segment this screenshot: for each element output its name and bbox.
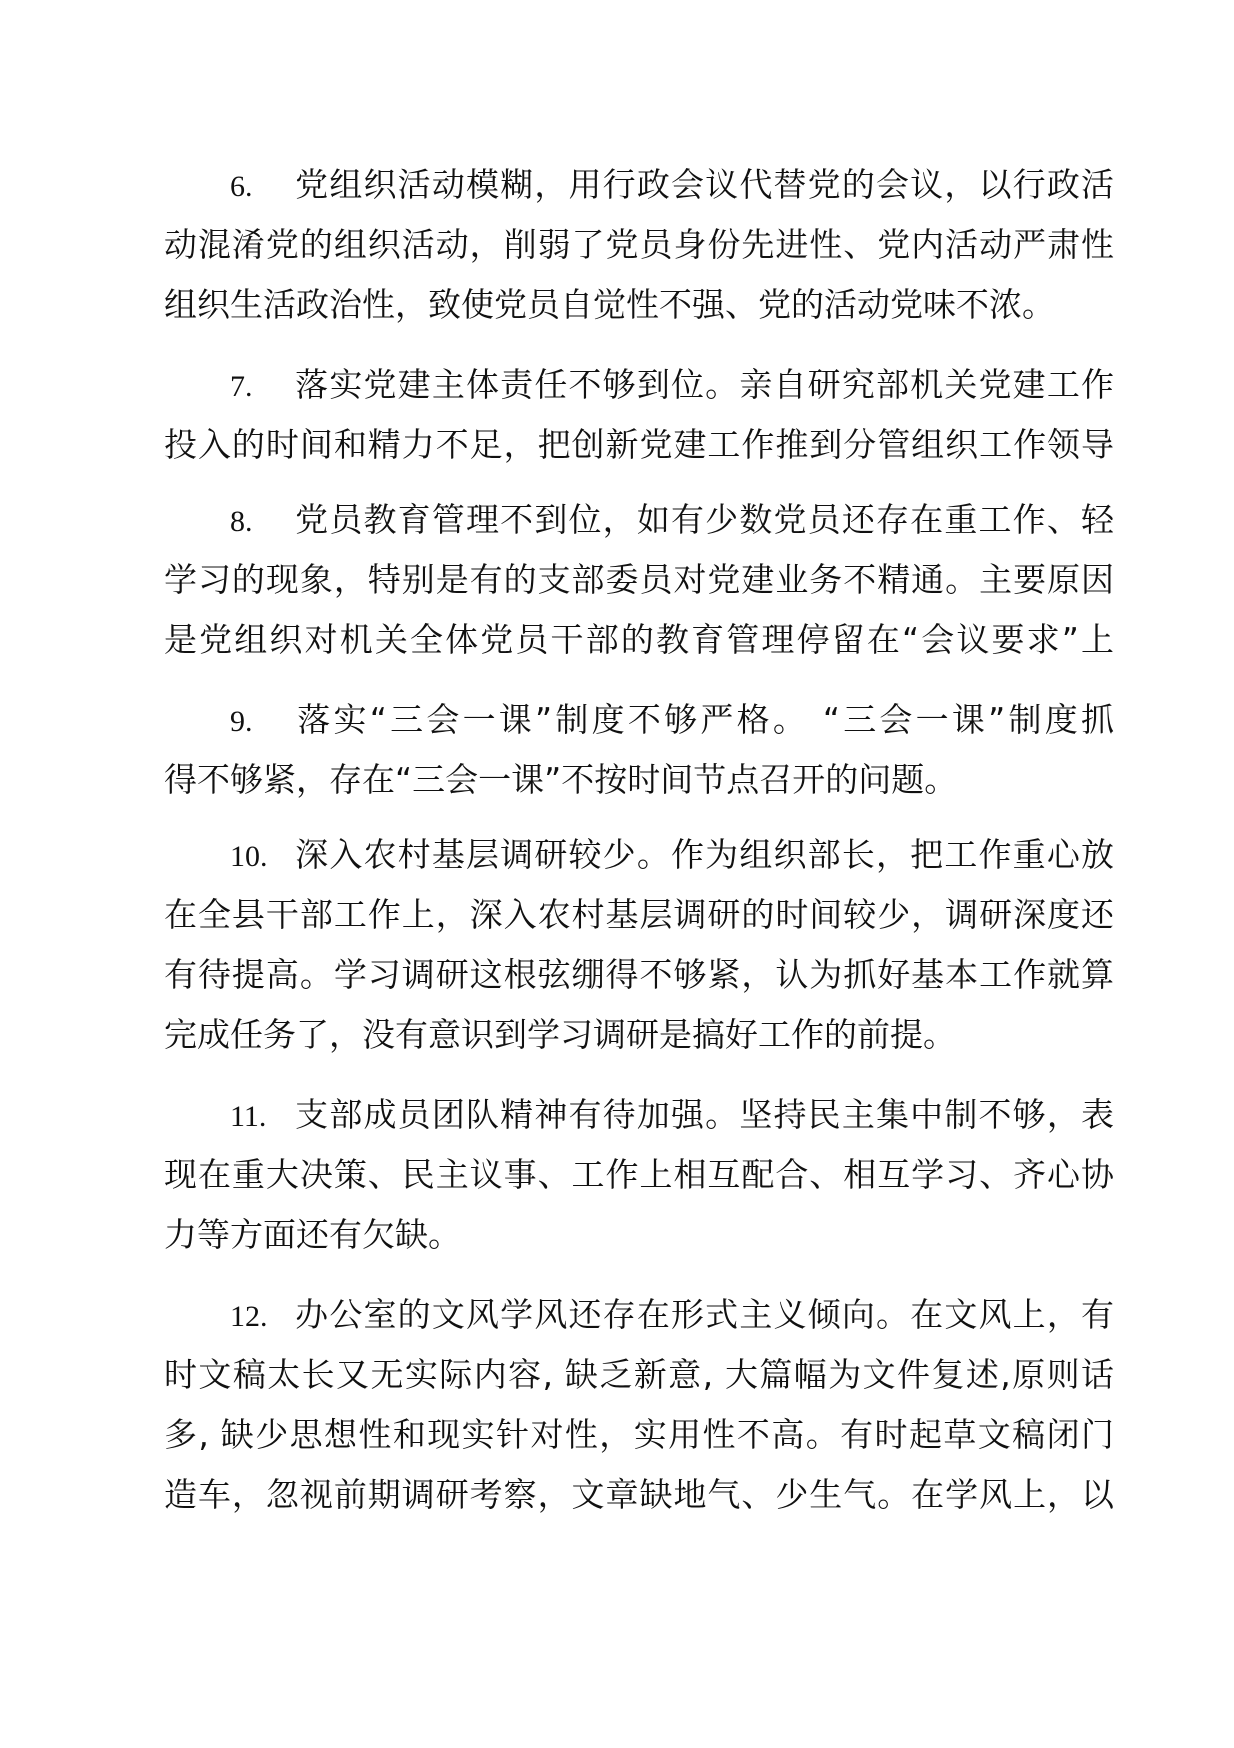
item-text-line: 动混淆党的组织活动，削弱了党员身份先进性、党内活动严肃性	[164, 225, 1114, 264]
list-item-9	[164, 690, 1114, 810]
list-item-12	[164, 1285, 1114, 1525]
item-text-line: 是党组织对机关全体党员干部的教育管理停留在“会议要求”上	[164, 620, 1114, 659]
item-first-line	[164, 1285, 1114, 1345]
item-number: 10.	[230, 840, 268, 873]
item-number: 6.	[230, 170, 253, 203]
item-number: 8.	[230, 505, 253, 538]
list-item-11	[164, 1085, 1114, 1265]
item-first-line	[164, 1085, 1114, 1145]
item-text-line: 多, 缺少思想性和现实针对性，实用性不高。有时起草文稿闭门	[164, 1415, 1114, 1454]
item-text-line: 办公室的文风学风还存在形式主义倾向。在文风上，有	[294, 1295, 1114, 1334]
item-text-line: 支部成员团队精神有待加强。坚持民主集中制不够，表	[294, 1095, 1114, 1134]
item-number: 9.	[230, 705, 253, 738]
list-item-10	[164, 825, 1114, 1065]
item-text-line: 完成任务了，没有意识到学习调研是搞好工作的前提。	[164, 1015, 956, 1054]
list-item-7	[164, 355, 1114, 475]
item-first-line	[164, 690, 1114, 750]
item-first-line	[164, 355, 1114, 415]
item-text-line: 现在重大决策、民主议事、工作上相互配合、相互学习、齐心协	[164, 1155, 1114, 1194]
item-text-line: 在全县干部工作上，深入农村基层调研的时间较少，调研深度还	[164, 895, 1114, 934]
list-item-8	[164, 490, 1114, 670]
list-item-6	[164, 155, 1114, 335]
item-number: 12.	[230, 1300, 268, 1333]
item-text-line: 得不够紧，存在“三会一课”不按时间节点召开的问题。	[164, 760, 958, 799]
item-number: 7.	[230, 370, 253, 403]
item-text-line: 组织生活政治性，致使党员自觉性不强、党的活动党味不浓。	[164, 285, 1055, 324]
item-text-line: 造车，忽视前期调研考察，文章缺地气、少生气。在学风上，以	[164, 1475, 1114, 1514]
item-text-line: 党组织活动模糊，用行政会议代替党的会议，以行政活	[294, 165, 1114, 204]
item-text-line: 有待提高。学习调研这根弦绷得不够紧，认为抓好基本工作就算	[164, 955, 1114, 994]
item-text-line: 学习的现象，特别是有的支部委员对党建业务不精通。主要原因	[164, 560, 1114, 599]
item-text-line: 力等方面还有欠缺。	[164, 1215, 461, 1254]
item-text-line: 落实“三会一课”制度不够严格。 “三会一课”制度抓	[294, 700, 1114, 739]
item-first-line	[164, 155, 1114, 215]
item-text-line: 深入农村基层调研较少。作为组织部长，把工作重心放	[294, 835, 1114, 874]
item-first-line	[164, 825, 1114, 885]
item-text-line: 投入的时间和精力不足，把创新党建工作推到分管组织工作领导	[164, 425, 1114, 464]
item-text-line: 落实党建主体责任不够到位。亲自研究部机关党建工作	[294, 365, 1114, 404]
item-text-line: 党员教育管理不到位，如有少数党员还存在重工作、轻	[294, 500, 1114, 539]
item-number: 11.	[230, 1100, 267, 1133]
item-first-line	[164, 490, 1114, 550]
item-text-line: 时文稿太长又无实际内容, 缺乏新意, 大篇幅为文件复述,原则话	[164, 1355, 1114, 1394]
